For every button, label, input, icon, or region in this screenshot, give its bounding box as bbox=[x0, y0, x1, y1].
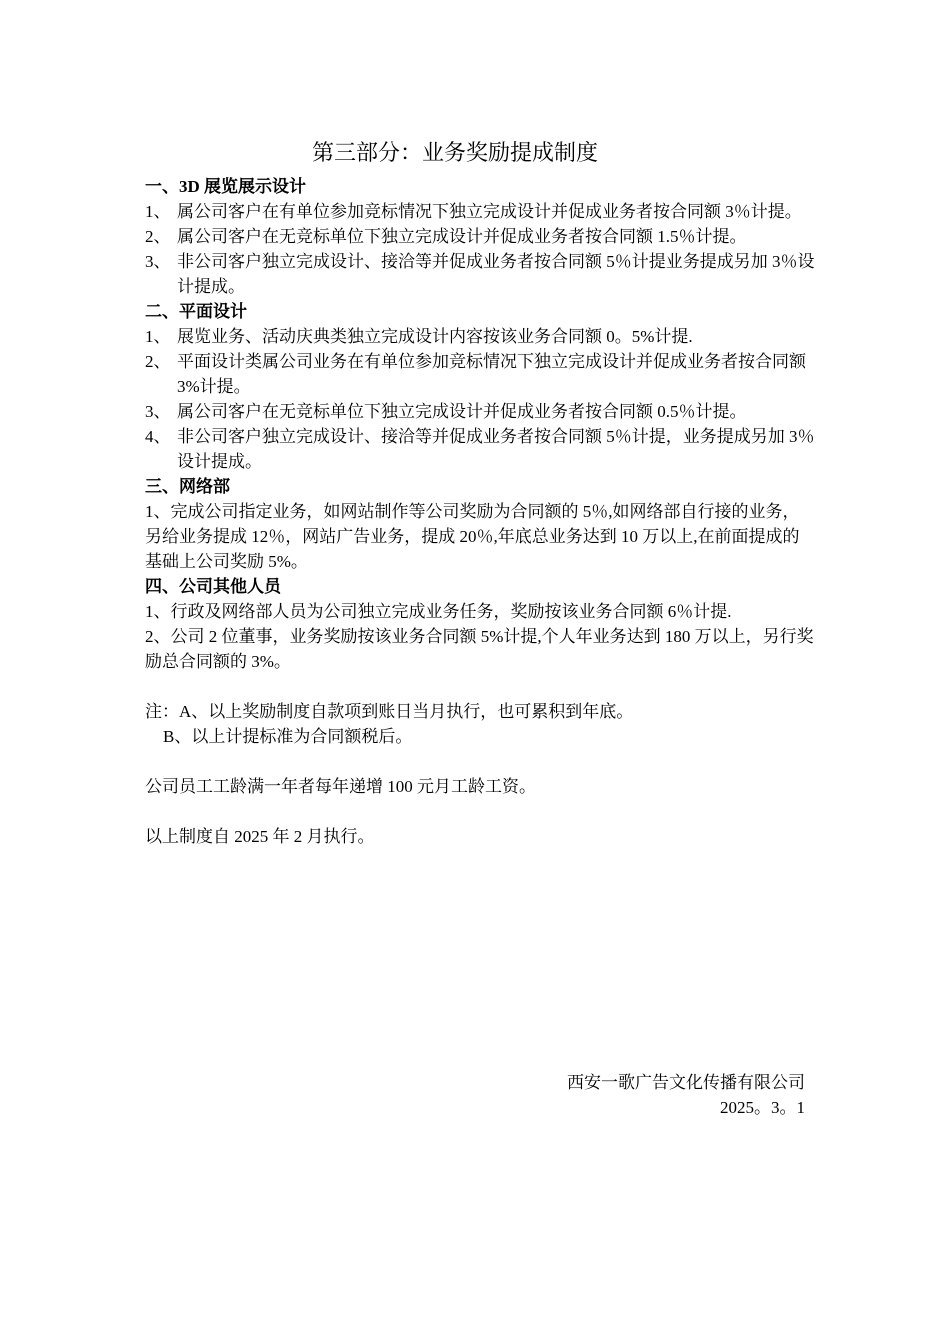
list-number: 1、 bbox=[145, 202, 171, 221]
list-text: 非公司客户独立完成设计、接洽等并促成业务者按合同额 5％计提业务提成另加 3％设计提成。 bbox=[177, 252, 815, 296]
list-number: 2、 bbox=[145, 227, 171, 246]
spacer bbox=[145, 799, 815, 824]
spacer bbox=[145, 749, 815, 774]
spacer bbox=[145, 674, 815, 699]
list-number: 3、 bbox=[145, 402, 171, 421]
list-text: 属公司客户在无竞标单位下独立完成设计并促成业务者按合同额 1.5％计提。 bbox=[177, 227, 747, 246]
list-item bbox=[145, 249, 815, 299]
signature-company: 西安一歌广告文化传播有限公司 bbox=[567, 1073, 805, 1092]
paragraph: 2、公司 2 位董事，业务奖励按该业务合同额 5%计提,个人年业务达到 180 万以上，另行奖励总合同额的 3%。 bbox=[145, 627, 814, 671]
document-body bbox=[145, 174, 815, 849]
list-item bbox=[145, 224, 815, 249]
section-heading-graphic-design: 二、平面设计 bbox=[145, 302, 247, 321]
note-a: 注：A、以上奖励制度自款项到账日当月执行，也可累积到年底。 bbox=[145, 702, 634, 721]
list-number: 1、 bbox=[145, 327, 171, 346]
section-heading-network-dept: 三、网络部 bbox=[145, 477, 230, 496]
list-item bbox=[145, 399, 815, 424]
list-item bbox=[145, 199, 815, 224]
list-item bbox=[145, 324, 815, 349]
list-item bbox=[145, 349, 815, 399]
document-title: 第三部分：业务奖励提成制度 bbox=[311, 140, 598, 165]
list-number: 3、 bbox=[145, 252, 171, 271]
paragraph: 1、完成公司指定业务，如网站制作等公司奖励为合同额的 5％,如网络部自行接的业务，另给业务提成 12％，网站广告业务，提成 20％,年底总业务达到 10 万以上,在前面提成的基础上公司奖励 5%。 bbox=[145, 502, 800, 571]
effective-date-paragraph: 以上制度自 2025 年 2 月执行。 bbox=[145, 827, 375, 846]
list-number: 2、 bbox=[145, 352, 171, 371]
paragraph: 1、行政及网络部人员为公司独立完成业务任务，奖励按该业务合同额 6％计提. bbox=[145, 602, 732, 621]
list-text: 属公司客户在有单位参加竞标情况下独立完成设计并促成业务者按合同额 3％计提。 bbox=[177, 202, 802, 221]
list-text: 平面设计类属公司业务在有单位参加竞标情况下独立完成设计并促成业务者按合同额 3%计提。 bbox=[177, 352, 806, 396]
section-heading-3d-design: 一、3D 展览展示设计 bbox=[145, 177, 307, 196]
list-text: 展览业务、活动庆典类独立完成设计内容按该业务合同额 0。5%计提. bbox=[177, 327, 693, 346]
list-text: 属公司客户在无竞标单位下独立完成设计并促成业务者按合同额 0.5％计提。 bbox=[177, 402, 747, 421]
signature-date: 2025。3。1 bbox=[720, 1098, 805, 1117]
list-text: 非公司客户独立完成设计、接洽等并促成业务者按合同额 5％计提，业务提成另加 3％设计提成。 bbox=[177, 427, 815, 471]
signature-block bbox=[567, 1070, 805, 1120]
section-heading-other-staff: 四、公司其他人员 bbox=[145, 577, 281, 596]
list-number: 4、 bbox=[145, 427, 171, 446]
seniority-paragraph: 公司员工工龄满一年者每年递增 100 元月工龄工资。 bbox=[145, 777, 536, 796]
list-item bbox=[145, 424, 815, 474]
note-b: B、以上计提标准为合同额税后。 bbox=[163, 727, 413, 746]
